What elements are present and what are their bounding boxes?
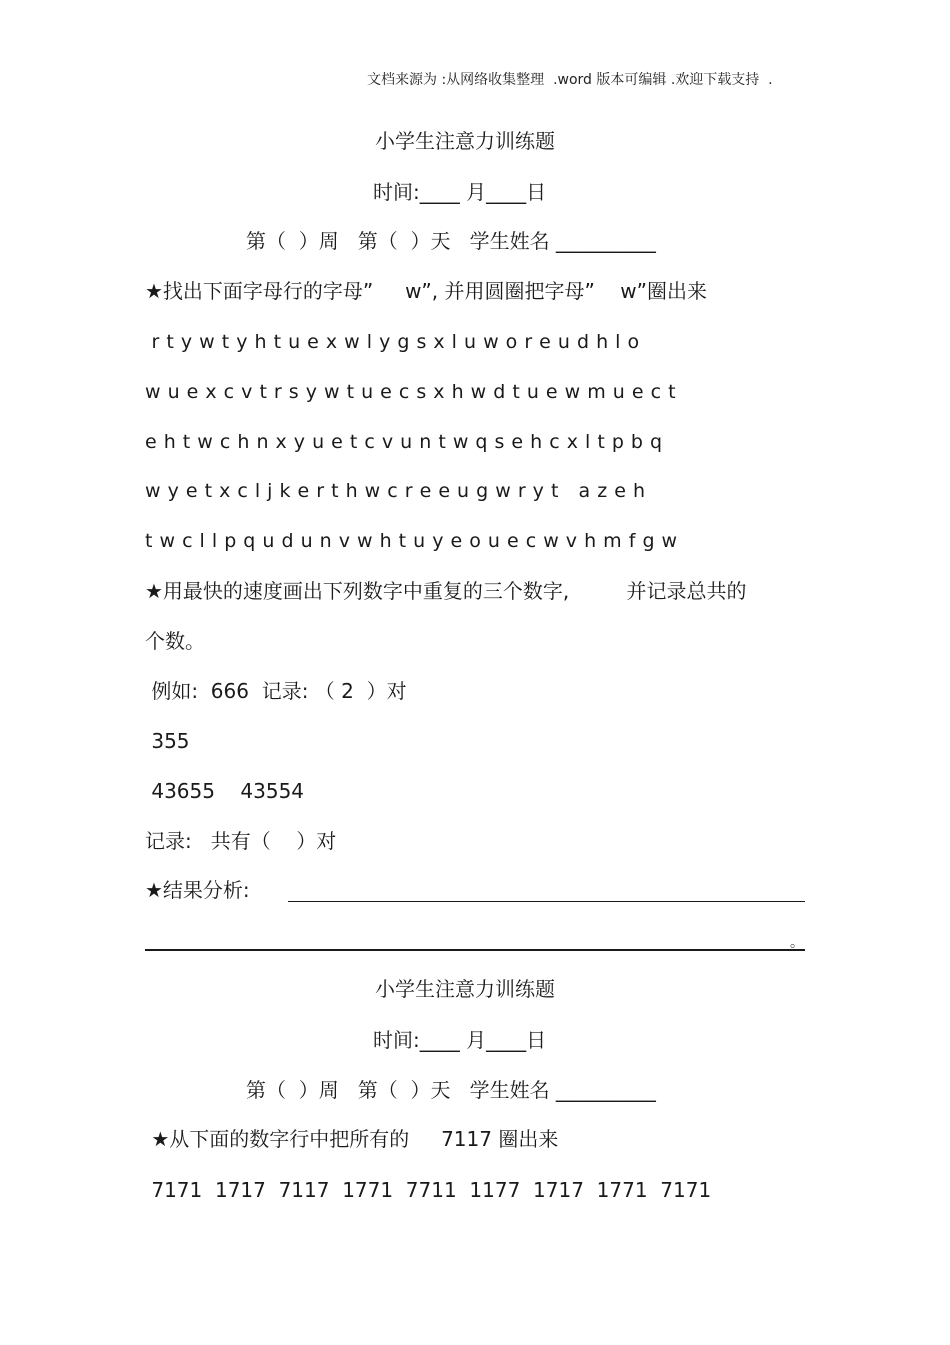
letter-row-1: r t y w t y h t u e x w l y g s x l u w o r e u d h l o	[145, 331, 640, 353]
analysis-label: ★结果分析:	[145, 878, 250, 902]
section2-task-instruction: ★从下面的数字行中把所有的 7117 圈出来	[145, 1127, 559, 1151]
letter-row-5: t w c l l p q u d u n v w h t u y e o u e c w v h m f g w	[145, 530, 678, 552]
section1-example: 例如: 666 记录: （ 2 ）对	[145, 679, 407, 703]
section-divider	[145, 949, 805, 951]
section1-date-line: 时间:____ 月____日	[373, 180, 547, 204]
letter-row-2: w u e x c v t r s y w t u e c s x h w d t u e w m u e c t	[145, 381, 677, 403]
section1-task2-instruction-cont: 个数。	[145, 629, 205, 653]
section1-task2-instruction: ★用最快的速度画出下列数字中重复的三个数字, 并记录总共的	[145, 579, 747, 603]
section1-task1-instruction: ★找出下面字母行的字母” w”, 并用圆圈把字母” w”圈出来	[145, 279, 708, 303]
section2-title: 小学生注意力训练题	[375, 977, 555, 1001]
analysis-answer-line	[288, 901, 805, 902]
page-header: 文档来源为 :从网络收集整理 .word 版本可编辑 .欢迎下载支持 .	[367, 72, 773, 88]
letter-row-4: w y e t x c l j k e r t h w c r e e u g w r y t a z e h	[145, 480, 646, 502]
section2-week-line: 第（ ）周 第（ ）天 学生姓名 __________	[246, 1078, 656, 1102]
section1-title: 小学生注意力训练题	[375, 129, 555, 153]
section1-record-line: 记录: 共有（ ）对	[145, 829, 337, 853]
section2-date-line: 时间:____ 月____日	[373, 1028, 547, 1052]
letter-row-3: e h t w c h n x y u e t c v u n t w q s e h c x l t p b q	[145, 431, 663, 453]
section2-number-row: 7171 1717 7117 1771 7711 1177 1717 1771 7171	[145, 1178, 712, 1202]
number-row-1: 355	[145, 729, 190, 753]
end-mark: 。	[790, 935, 804, 951]
number-row-2: 43655 43554	[145, 779, 305, 803]
section1-week-line: 第（ ）周 第（ ）天 学生姓名 __________	[246, 229, 656, 253]
